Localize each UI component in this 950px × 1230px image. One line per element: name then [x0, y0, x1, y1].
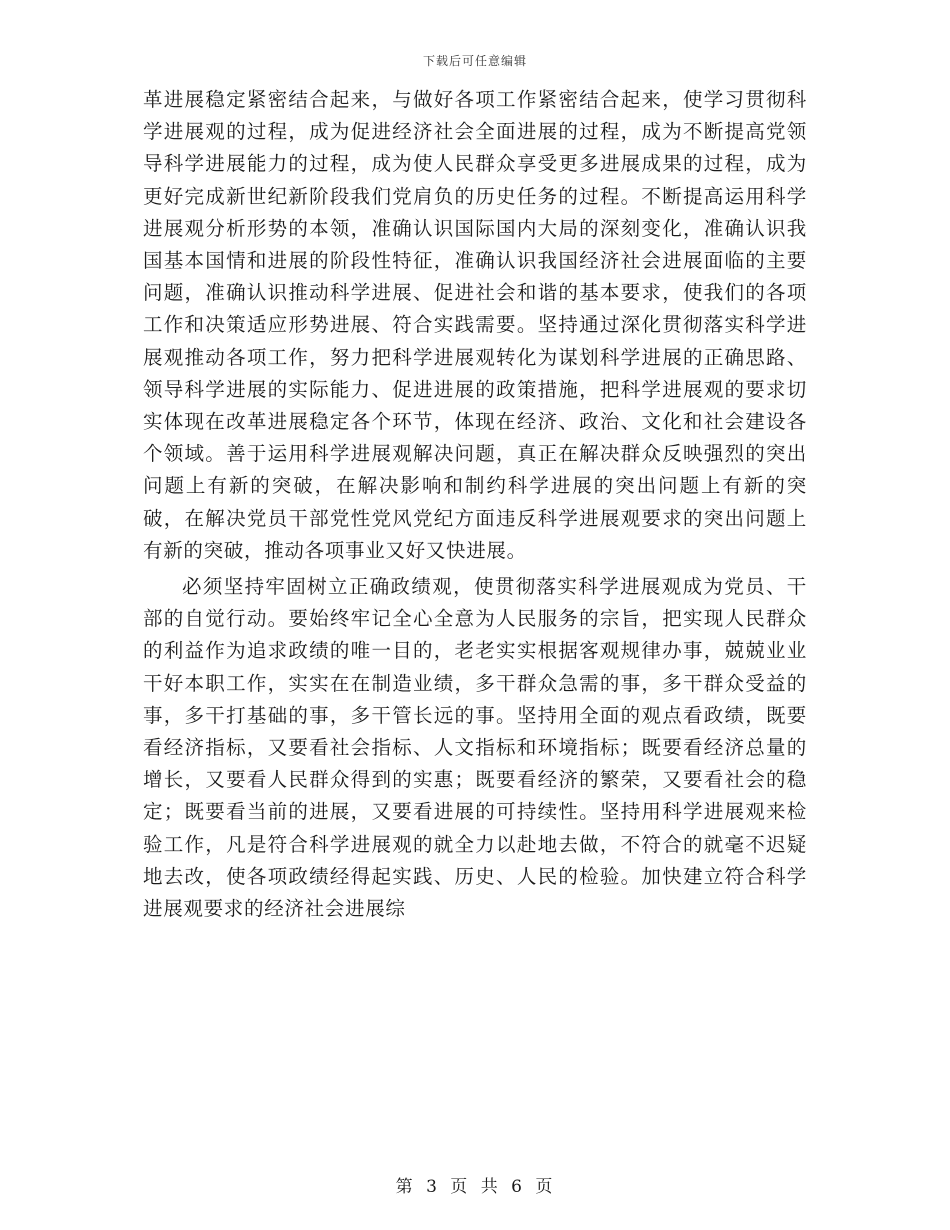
body-paragraph: 革进展稳定紧密结合起来，与做好各项工作紧密结合起来，使学习贯彻科学进展观的过程，成为促进经济社会全面进展的过程，成为不断提高党领导科学进展能力的过程，成为使人民群众享受更多进展成果的过程，成为更好完成新世纪新阶段我们党肩负的历史任务的过程。不断提高运用科学进展观分析形势的本领，准确认识国际国内大局的深刻变化，准确认识我国基本国情和进展的阶段性特征，准确认识我国经济社会进展面临的主要问题，准确认识推动科学进展、促进社会和谐的基本要求，使我们的各项工作和决策适应形势进展、符合实践需要。坚持通过深化贯彻落实科学进展观推动各项工作，努力把科学进展观转化为谋划科学进展的正确思路、领导科学进展的实际能力、促进进展的政策措施，把科学进展观的要求切实体现在改革进展稳定各个环节，体现在经济、政治、文化和社会建设各个领域。善于运用科学进展观解决问题，真正在解决群众反映强烈的突出问题上有新的突破，在解决影响和制约科学进展的突出问题上有新的突破，在解决党员干部党性党风党纪方面违反科学进展观要求的突出问题上有新的突破，推动各项事业又好又快进展。 — [143, 88, 807, 562]
page-header: 下载后可任意编辑 — [422, 54, 527, 68]
body-paragraph: 必须坚持牢固树立正确政绩观，使贯彻落实科学进展观成为党员、干部的自觉行动。要始终牢记全心全意为人民服务的宗旨，把实现人民群众的利益作为追求政绩的唯一目的，老老实实根据客观规律办事，兢兢业业干好本职工作，实实在在制造业绩，多干群众急需的事，多干群众受益的事，多干打基础的事，多干管长远的事。坚持用全面的观点看政绩，既要看经济指标，又要看社会指标、人文指标和环境指标；既要看经济总量的增长，又要看人民群众得到的实惠；既要看经济的繁荣，又要看社会的稳定；既要看当前的进展，又要看进展的可持续性。坚持用科学进展观来检验工作，凡是符合科学进展观的就全力以赴地去做，不符合的就毫不迟疑地去改，使各项政绩经得起实践、历史、人民的检验。加快建立符合科学进展观要求的经济社会进展综 — [143, 575, 807, 921]
document-body — [143, 84, 807, 925]
page-number: 第 3 页 共 6 页 — [395, 1177, 555, 1197]
